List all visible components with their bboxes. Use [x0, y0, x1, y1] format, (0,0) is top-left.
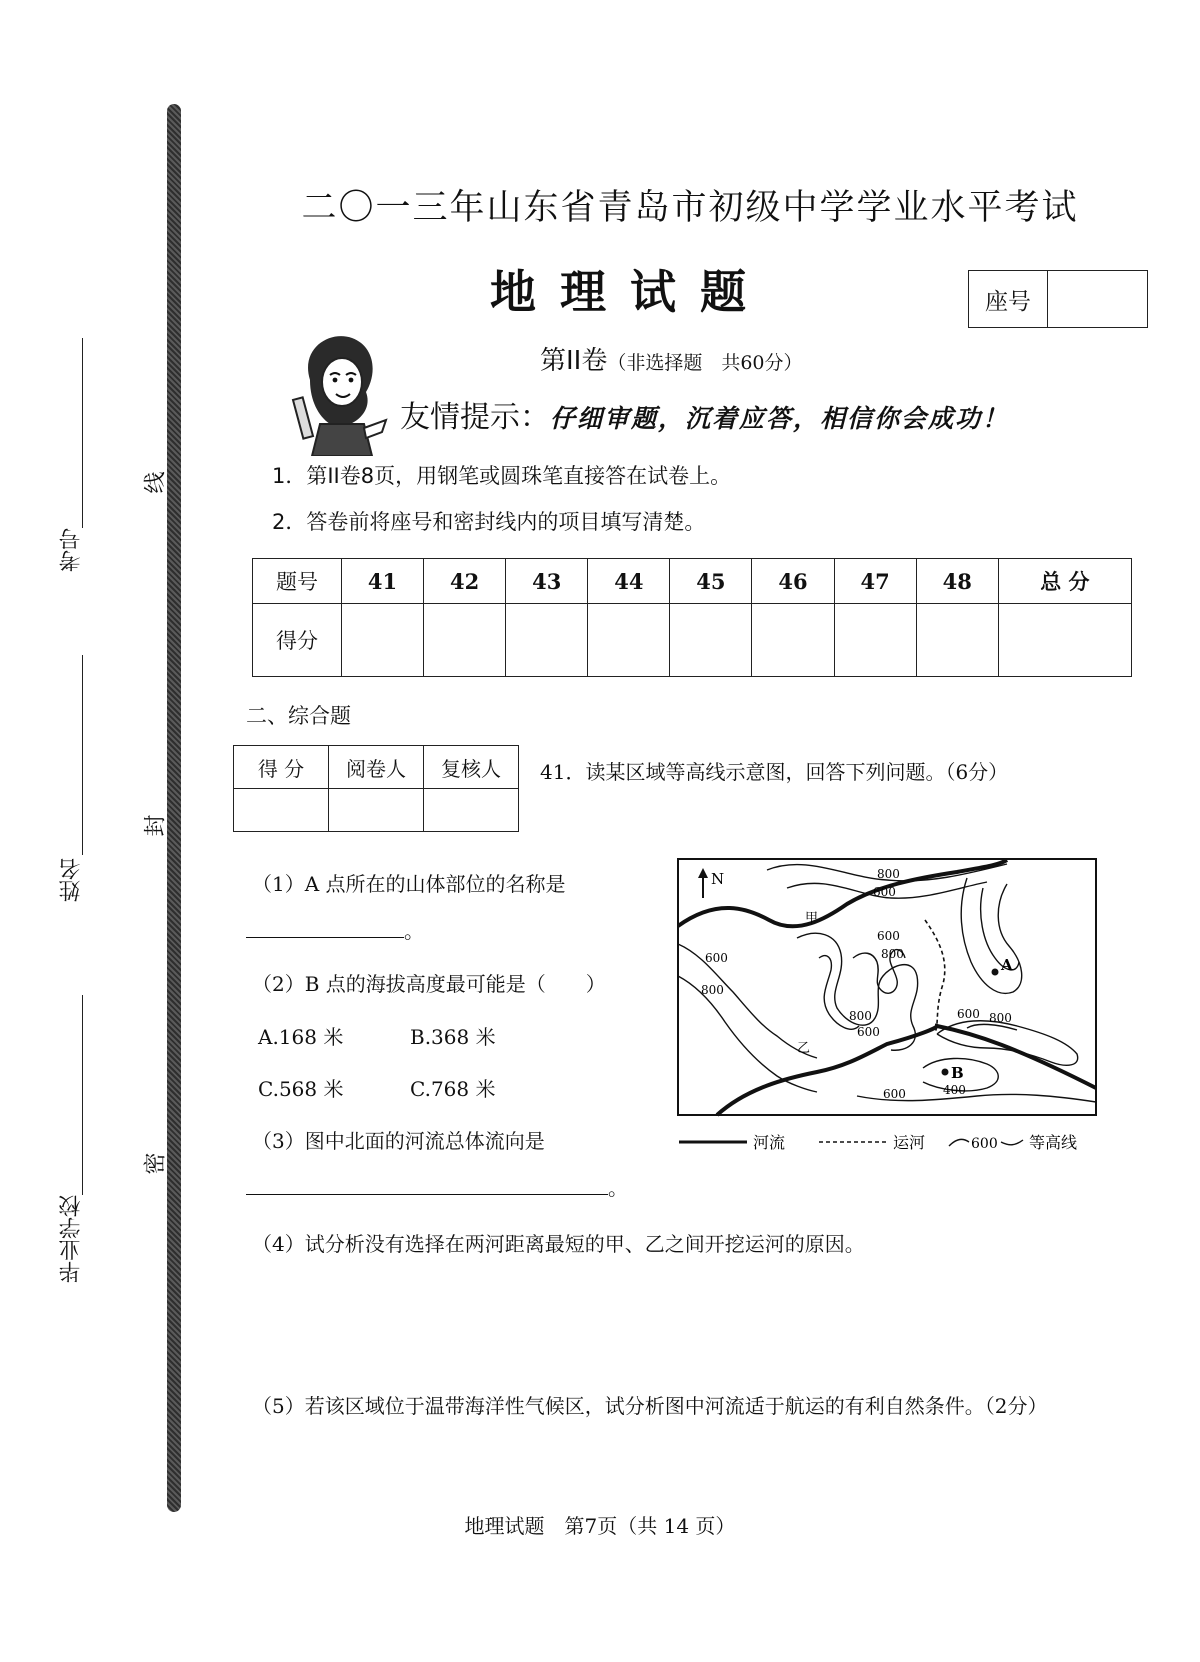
- tip-line: [400, 392, 1009, 436]
- score-table: [252, 558, 1132, 677]
- jia-label: 甲: [805, 911, 819, 926]
- volume-label: 第II卷: [540, 346, 608, 376]
- score-cell[interactable]: [752, 604, 834, 677]
- answer-1-blank[interactable]: [246, 915, 404, 938]
- col-44: 44: [588, 559, 670, 604]
- binding-bar: [167, 104, 181, 1512]
- answer-3-end: 。: [608, 1176, 628, 1200]
- col-48: 48: [916, 559, 998, 604]
- grader-entry-row: [234, 789, 519, 832]
- col-41: 41: [342, 559, 424, 604]
- score-cell[interactable]: [424, 604, 506, 677]
- col-42: 42: [424, 559, 506, 604]
- answer-1-end: 。: [404, 919, 424, 943]
- answer-3-line: [246, 1172, 628, 1201]
- legend-river: 河流: [753, 1133, 786, 1152]
- north-label: N: [711, 870, 725, 888]
- contour-map: [677, 858, 1097, 1138]
- seal-char-seal: 封: [143, 814, 169, 837]
- seat-label: 座号: [969, 271, 1048, 327]
- score-cell[interactable]: [916, 604, 998, 677]
- question-2: （2）B 点的海拔高度最可能是（ ）: [252, 972, 606, 996]
- option-c: C.568 米: [258, 1077, 344, 1101]
- question-4: （4）试分析没有选择在两河距离最短的甲、乙之间开挖运河的原因。: [252, 1232, 865, 1256]
- legend-contour-value: 600: [971, 1136, 998, 1152]
- question-5: （5）若该区域位于温带海洋性气候区，试分析图中河流适于航运的有利自然条件。（2分）: [252, 1394, 1048, 1418]
- girl-cartoon-icon: [290, 328, 390, 456]
- score-cell[interactable]: [834, 604, 916, 677]
- grader-cell[interactable]: [424, 789, 519, 832]
- score-cell[interactable]: [342, 604, 424, 677]
- page-footer: 地理试题 第7页（共 14 页）: [464, 1514, 736, 1538]
- legend-canal: 运河: [893, 1133, 926, 1152]
- question-3: （3）图中北面的河流总体流向是: [252, 1129, 545, 1153]
- exam-title: 二〇一三年山东省青岛市初级中学学业水平考试: [301, 188, 1079, 228]
- answer-1-line: [246, 915, 424, 944]
- score-cell[interactable]: [588, 604, 670, 677]
- score-label-cell: 得分: [253, 604, 342, 677]
- point-a-label: A: [1001, 956, 1013, 974]
- contour-label: 600: [857, 1025, 880, 1039]
- tip-label: 友情提示：: [400, 400, 550, 435]
- section-title: 二、综合题: [246, 704, 351, 728]
- col-46: 46: [752, 559, 834, 604]
- grader-score-header: 得 分: [234, 746, 329, 789]
- seat-number-box: [968, 270, 1148, 328]
- volume-note: （非选择题 共60分）: [607, 352, 803, 374]
- row-label-cell: 题号: [253, 559, 342, 604]
- contour-label: 800: [989, 1011, 1012, 1025]
- seal-char-secret: 密: [143, 1152, 169, 1175]
- contour-label: 800: [849, 1009, 872, 1023]
- col-43: 43: [506, 559, 588, 604]
- grader-checker-header: 复核人: [424, 746, 519, 789]
- col-45: 45: [670, 559, 752, 604]
- grader-reviewer-header: 阅卷人: [329, 746, 424, 789]
- exam-no-line: [82, 338, 83, 528]
- volume-line: [540, 340, 803, 377]
- seat-input[interactable]: [1048, 271, 1147, 327]
- contour-label: 600: [957, 1007, 980, 1021]
- grader-table: [233, 745, 519, 832]
- legend-contour: 等高线: [1029, 1133, 1078, 1152]
- score-table-score-row: [253, 604, 1132, 677]
- exam-no-label: 考号: [59, 528, 84, 572]
- seal-char-line: 线: [143, 471, 169, 494]
- contour-label: 600: [883, 1087, 906, 1101]
- question-stem: 41．读某区域等高线示意图，回答下列问题。（6分）: [540, 760, 1009, 784]
- option-b: B.368 米: [410, 1025, 496, 1049]
- col-47: 47: [834, 559, 916, 604]
- note-1: 1．第II卷8页，用钢笔或圆珠笔直接答在试卷上。: [272, 464, 732, 488]
- grader-cell[interactable]: [234, 789, 329, 832]
- option-a: A.168 米: [258, 1025, 344, 1049]
- question-1: （1）A 点所在的山体部位的名称是: [252, 872, 566, 896]
- note-2: 2．答卷前将座号和密封线内的项目填写清楚。: [272, 510, 706, 534]
- subject-title: 地理试题: [490, 265, 770, 319]
- contour-label: 600: [873, 885, 896, 899]
- grader-cell[interactable]: [329, 789, 424, 832]
- school-line: [82, 995, 83, 1195]
- yi-label: 乙: [797, 1041, 811, 1056]
- point-b-label: B: [951, 1064, 964, 1082]
- score-cell[interactable]: [506, 604, 588, 677]
- contour-label: 400: [943, 1083, 966, 1097]
- option-d: C.768 米: [410, 1077, 496, 1101]
- answer-3-blank[interactable]: [246, 1172, 608, 1195]
- contour-label: 600: [877, 929, 900, 943]
- name-label: 姓名: [59, 858, 84, 902]
- contour-label: 800: [701, 983, 724, 997]
- col-total: 总 分: [998, 559, 1131, 604]
- school-label: 毕业学校: [59, 1195, 84, 1283]
- name-line: [82, 655, 83, 855]
- score-table-header-row: [253, 559, 1132, 604]
- score-cell[interactable]: [670, 604, 752, 677]
- contour-label: 800: [881, 947, 904, 961]
- map-legend: [677, 1128, 1117, 1158]
- tip-text: 仔细审题，沉着应答，相信你会成功！: [550, 404, 1010, 433]
- contour-label: 800: [877, 867, 900, 881]
- contour-label: 600: [705, 951, 728, 965]
- grader-header-row: [234, 746, 519, 789]
- score-cell[interactable]: [998, 604, 1131, 677]
